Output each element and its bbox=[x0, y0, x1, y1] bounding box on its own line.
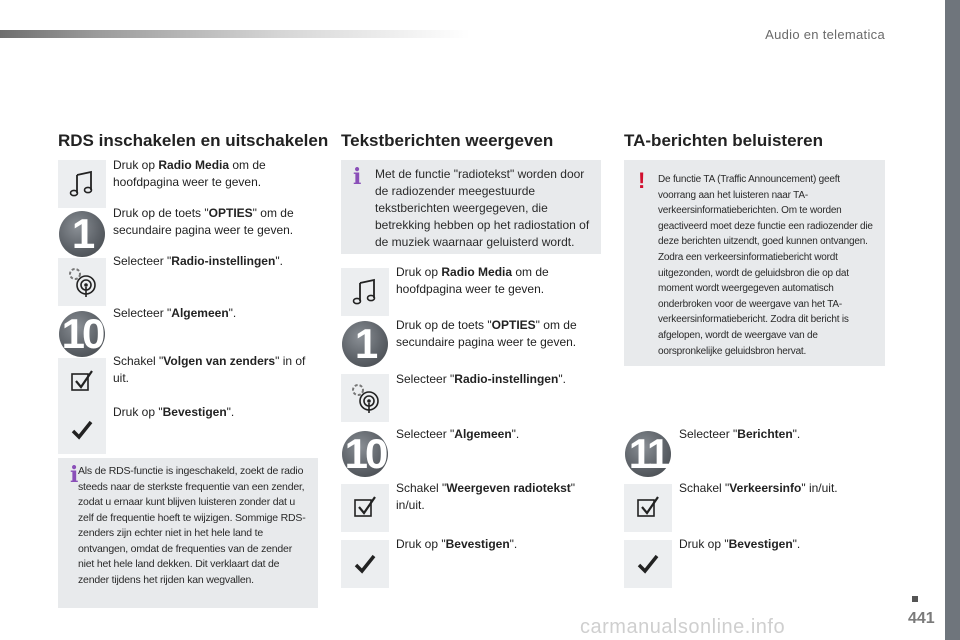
checkbox-icon bbox=[624, 484, 672, 532]
info-text: Als de RDS-functie is ingeschakeld, zoekt de radio steeds naar de sterkste frequentie van een zender, zodat u ernaar kunt blijven luisteren zonder dat u zelf de frequentie hoeft te wijzigen. Sommige RDS-zenders zijn echter niet in het hele land te ontvangen, omdat de frequenties van de zender niet het hele land dekken. Dit verklaart dat de zender tijdens het rijden kan wegvallen. bbox=[78, 465, 306, 586]
page-edge-strip bbox=[945, 0, 960, 640]
col2-title: Tekstberichten weergeven bbox=[341, 131, 554, 150]
step-text: Schakel "Volgen van zenders" in of uit. bbox=[113, 354, 306, 385]
warning-box bbox=[624, 160, 885, 366]
step-text: Druk op de toets "OPTIES" om de secundaire pagina weer te geven. bbox=[113, 206, 294, 237]
step-text: Druk op "Bevestigen". bbox=[113, 405, 235, 419]
info-icon: i bbox=[353, 164, 362, 190]
step-text: Druk op "Bevestigen". bbox=[396, 537, 518, 551]
music-note-icon bbox=[341, 268, 389, 316]
warning-icon: ! bbox=[638, 168, 646, 193]
radio-settings-icon bbox=[58, 258, 106, 306]
step-text: Druk op de toets "OPTIES" om de secundaire pagina weer te geven. bbox=[396, 318, 577, 349]
step-text: Schakel "Weergeven radiotekst" in/uit. bbox=[396, 481, 576, 512]
step-number-badge: 1 bbox=[341, 320, 389, 368]
step-text: Schakel "Verkeersinfo" in/uit. bbox=[679, 481, 838, 495]
step-text: Selecteer "Algemeen". bbox=[396, 427, 520, 441]
col1-title: RDS inschakelen en uitschakelen bbox=[58, 131, 329, 150]
step-text: Selecteer "Algemeen". bbox=[113, 306, 237, 320]
step-text: Selecteer "Radio-instellingen". bbox=[113, 254, 283, 268]
col3-title: TA-berichten beluisteren bbox=[624, 131, 823, 150]
checkbox-icon bbox=[341, 484, 389, 532]
checkmark-icon bbox=[58, 406, 106, 454]
page-dot bbox=[912, 596, 918, 602]
header-decor-bar bbox=[0, 30, 470, 38]
step-number-badge: 11 bbox=[624, 430, 672, 478]
info-icon: i bbox=[70, 462, 79, 488]
info-box bbox=[58, 458, 318, 608]
step-text: Druk op "Bevestigen". bbox=[679, 537, 801, 551]
step-number-badge: 1 bbox=[58, 210, 106, 258]
watermark: carmanualsonline.info bbox=[580, 616, 786, 638]
warning-text: De functie TA (Traffic Announcement) geeft voorrang aan het luisteren naar TA-verkeersinformatieberichten. Om te worden geactiveerd moet deze functie een radiozender die deze berichten uitzendt, goed kunnen ontvangen. Zodra een verkeersinformatiebericht wordt uitgezonden, wordt de geluidsbron die op dat moment wordt weergegeven automatisch onderbroken voor de weergave van het TA-verkeersinformatiebericht. Zodra dit bericht is afgelopen, wordt de weergave van de oorspronkelijke geluidsbron hervat. bbox=[658, 174, 873, 357]
checkmark-icon bbox=[624, 540, 672, 588]
page-number: 441 bbox=[908, 610, 935, 627]
info-text: Met de functie "radiotekst" worden door de radiozender meegestuurde tekstberichten weergegeven, die betrekking hebben op het radiostation of de muziek waarnaar geluisterd wordt. bbox=[375, 167, 590, 249]
step-number-badge: 10 bbox=[341, 430, 389, 478]
checkbox-icon bbox=[58, 358, 106, 406]
info-box bbox=[341, 160, 601, 254]
section-title: Audio en telematica bbox=[765, 27, 885, 42]
step-text: Selecteer "Berichten". bbox=[679, 427, 801, 441]
step-text: Selecteer "Radio-instellingen". bbox=[396, 372, 566, 386]
step-text: Druk op Radio Media om de hoofdpagina weer te geven. bbox=[113, 158, 266, 189]
step-number-badge: 10 bbox=[58, 310, 106, 358]
radio-settings-icon bbox=[341, 374, 389, 422]
music-note-icon bbox=[58, 160, 106, 208]
checkmark-icon bbox=[341, 540, 389, 588]
step-text: Druk op Radio Media om de hoofdpagina weer te geven. bbox=[396, 265, 549, 296]
